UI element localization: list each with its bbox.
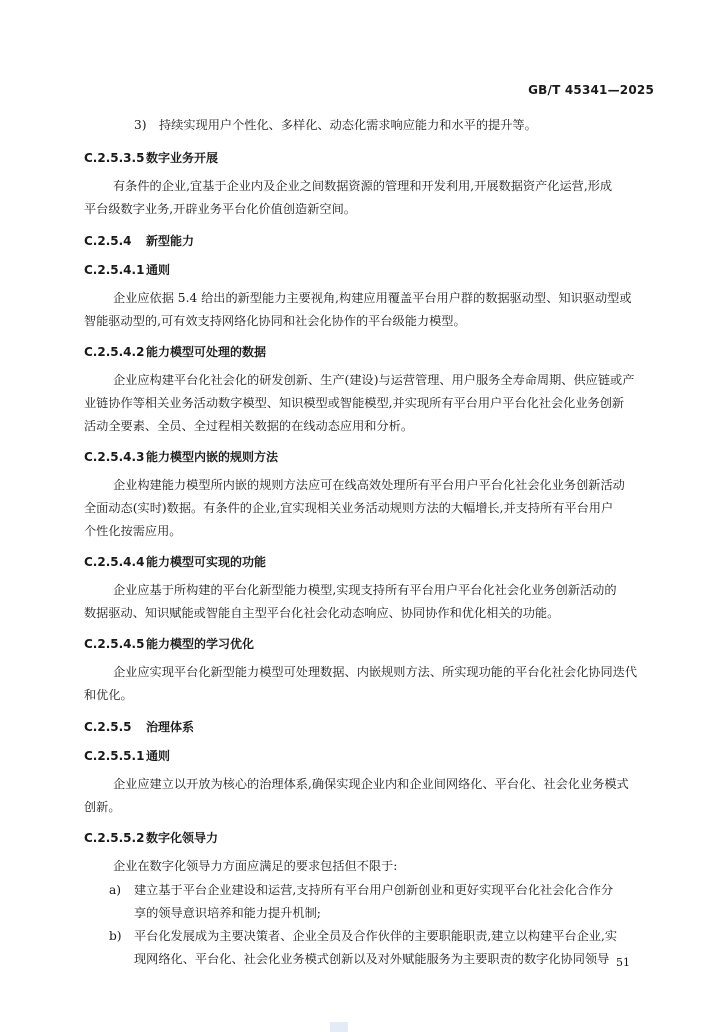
section-heading (84, 748, 170, 764)
section-heading (84, 636, 254, 652)
paragraph-line: 活动全要素、全员、全过程相关数据的在线动态应用和分析。 (84, 419, 414, 433)
section-title: 治理体系 (146, 720, 195, 734)
section-heading (84, 344, 266, 360)
section-heading (84, 830, 218, 846)
paragraph-line: 个性化按需应用。 (84, 524, 182, 538)
watermark-fragment (330, 1022, 348, 1032)
section-title: 能力模型可实现的功能 (146, 555, 267, 569)
paragraph-line: 和优化。 (84, 688, 133, 702)
standard-code: GB/T 45341—2025 (528, 83, 654, 97)
section-heading (84, 719, 194, 735)
section-number: C.2.5.4.1 (84, 263, 145, 277)
list-item-marker: b) (109, 929, 122, 943)
paragraph-line: 有条件的企业,宜基于企业内及企业之间数据资源的管理和开发利用,开展数据资产化运营,形成 (113, 179, 613, 193)
list-item-text: 平台化发展成为主要决策者、企业全员及合作伙伴的主要职能职责,建立以构建平台企业,实 (134, 929, 618, 943)
section-number: C.2.5.4.5 (84, 637, 145, 651)
section-title: 数字业务开展 (146, 151, 219, 165)
section-heading (84, 449, 278, 465)
section-title: 能力模型的学习优化 (146, 637, 255, 651)
paragraph-line: 企业应实现平台化新型能力模型可处理数据、内嵌规则方法、所实现功能的平台化社会化协同迭代 (113, 665, 638, 679)
paragraph-line: 平台级数字业务,开辟业务平台化价值创造新空间。 (84, 202, 356, 216)
list-item-marker: a) (109, 883, 122, 897)
section-number: C.2.5.3.5 (84, 151, 145, 165)
section-number: C.2.5.5 (84, 720, 132, 734)
section-title: 数字化领导力 (146, 831, 219, 845)
section-number: C.2.5.4.4 (84, 555, 145, 569)
paragraph-line: 数据驱动、知识赋能或智能自主型平台化社会化动态响应、协同协作和优化相关的功能。 (84, 606, 560, 620)
paragraph-line: 全面动态(实时)数据。有条件的企业,宜实现相关业务活动规则方法的大幅增长,并支持所有平台用户 (84, 501, 614, 515)
section-title: 能力模型可处理的数据 (146, 345, 267, 359)
paragraph-line: 企业在数字化领导力方面应满足的要求包括但不限于: (113, 859, 398, 873)
paragraph-line: 企业应依据 5.4 给出的新型能力主要视角,构建应用覆盖平台用户群的数据驱动型、知识驱动型或 (113, 291, 632, 305)
paragraph-line: 创新。 (84, 800, 121, 814)
list-item-text: 建立基于平台企业建设和运营,支持所有平台用户创新创业和更好实现平台化社会化合作分 (134, 883, 614, 897)
paragraph-line: 智能驱动型的,可有效支持网络化协同和社会化协作的平台级能力模型。 (84, 314, 466, 328)
section-number: C.2.5.5.1 (84, 749, 145, 763)
list-item-marker: 3) (134, 118, 147, 132)
paragraph-line: 企业构建能力模型所内嵌的规则方法应可在线高效处理所有平台用户平台化社会化业务创新活动 (113, 478, 625, 492)
list-item-text: 享的领导意识培养和能力提升机制; (134, 906, 321, 920)
section-title: 通则 (146, 749, 171, 763)
section-title: 通则 (146, 263, 171, 277)
section-number: C.2.5.4.2 (84, 345, 145, 359)
section-title: 能力模型内嵌的规则方法 (146, 450, 279, 464)
section-number: C.2.5.4.3 (84, 450, 145, 464)
list-item-text: 现网络化、平台化、社会化业务模式创新以及对外赋能服务为主要职责的数字化协同领导 (134, 952, 610, 966)
section-number: C.2.5.5.2 (84, 831, 145, 845)
section-heading (84, 150, 218, 166)
page-number: 51 (616, 956, 630, 969)
list-item-text: 持续实现用户个性化、多样化、动态化需求响应能力和水平的提升等。 (159, 118, 537, 132)
section-heading (84, 262, 170, 278)
section-title: 新型能力 (146, 234, 195, 248)
paragraph-line: 企业应基于所构建的平台化新型能力模型,实现支持所有平台用户平台化社会化业务创新活动的 (113, 583, 617, 597)
paragraph-line: 企业应构建平台化社会化的研发创新、生产(建设)与运营管理、用户服务全寿命周期、供应链或产 (113, 373, 635, 387)
paragraph-line: 业链协作等相关业务活动数字模型、知识模型或智能模型,并实现所有平台用户平台化社会化业务创新 (84, 396, 625, 410)
section-heading (84, 233, 194, 249)
section-number: C.2.5.4 (84, 234, 132, 248)
paragraph-line: 企业应建立以开放为核心的治理体系,确保实现企业内和企业间网络化、平台化、社会化业务模式 (113, 777, 629, 791)
section-heading (84, 554, 266, 570)
